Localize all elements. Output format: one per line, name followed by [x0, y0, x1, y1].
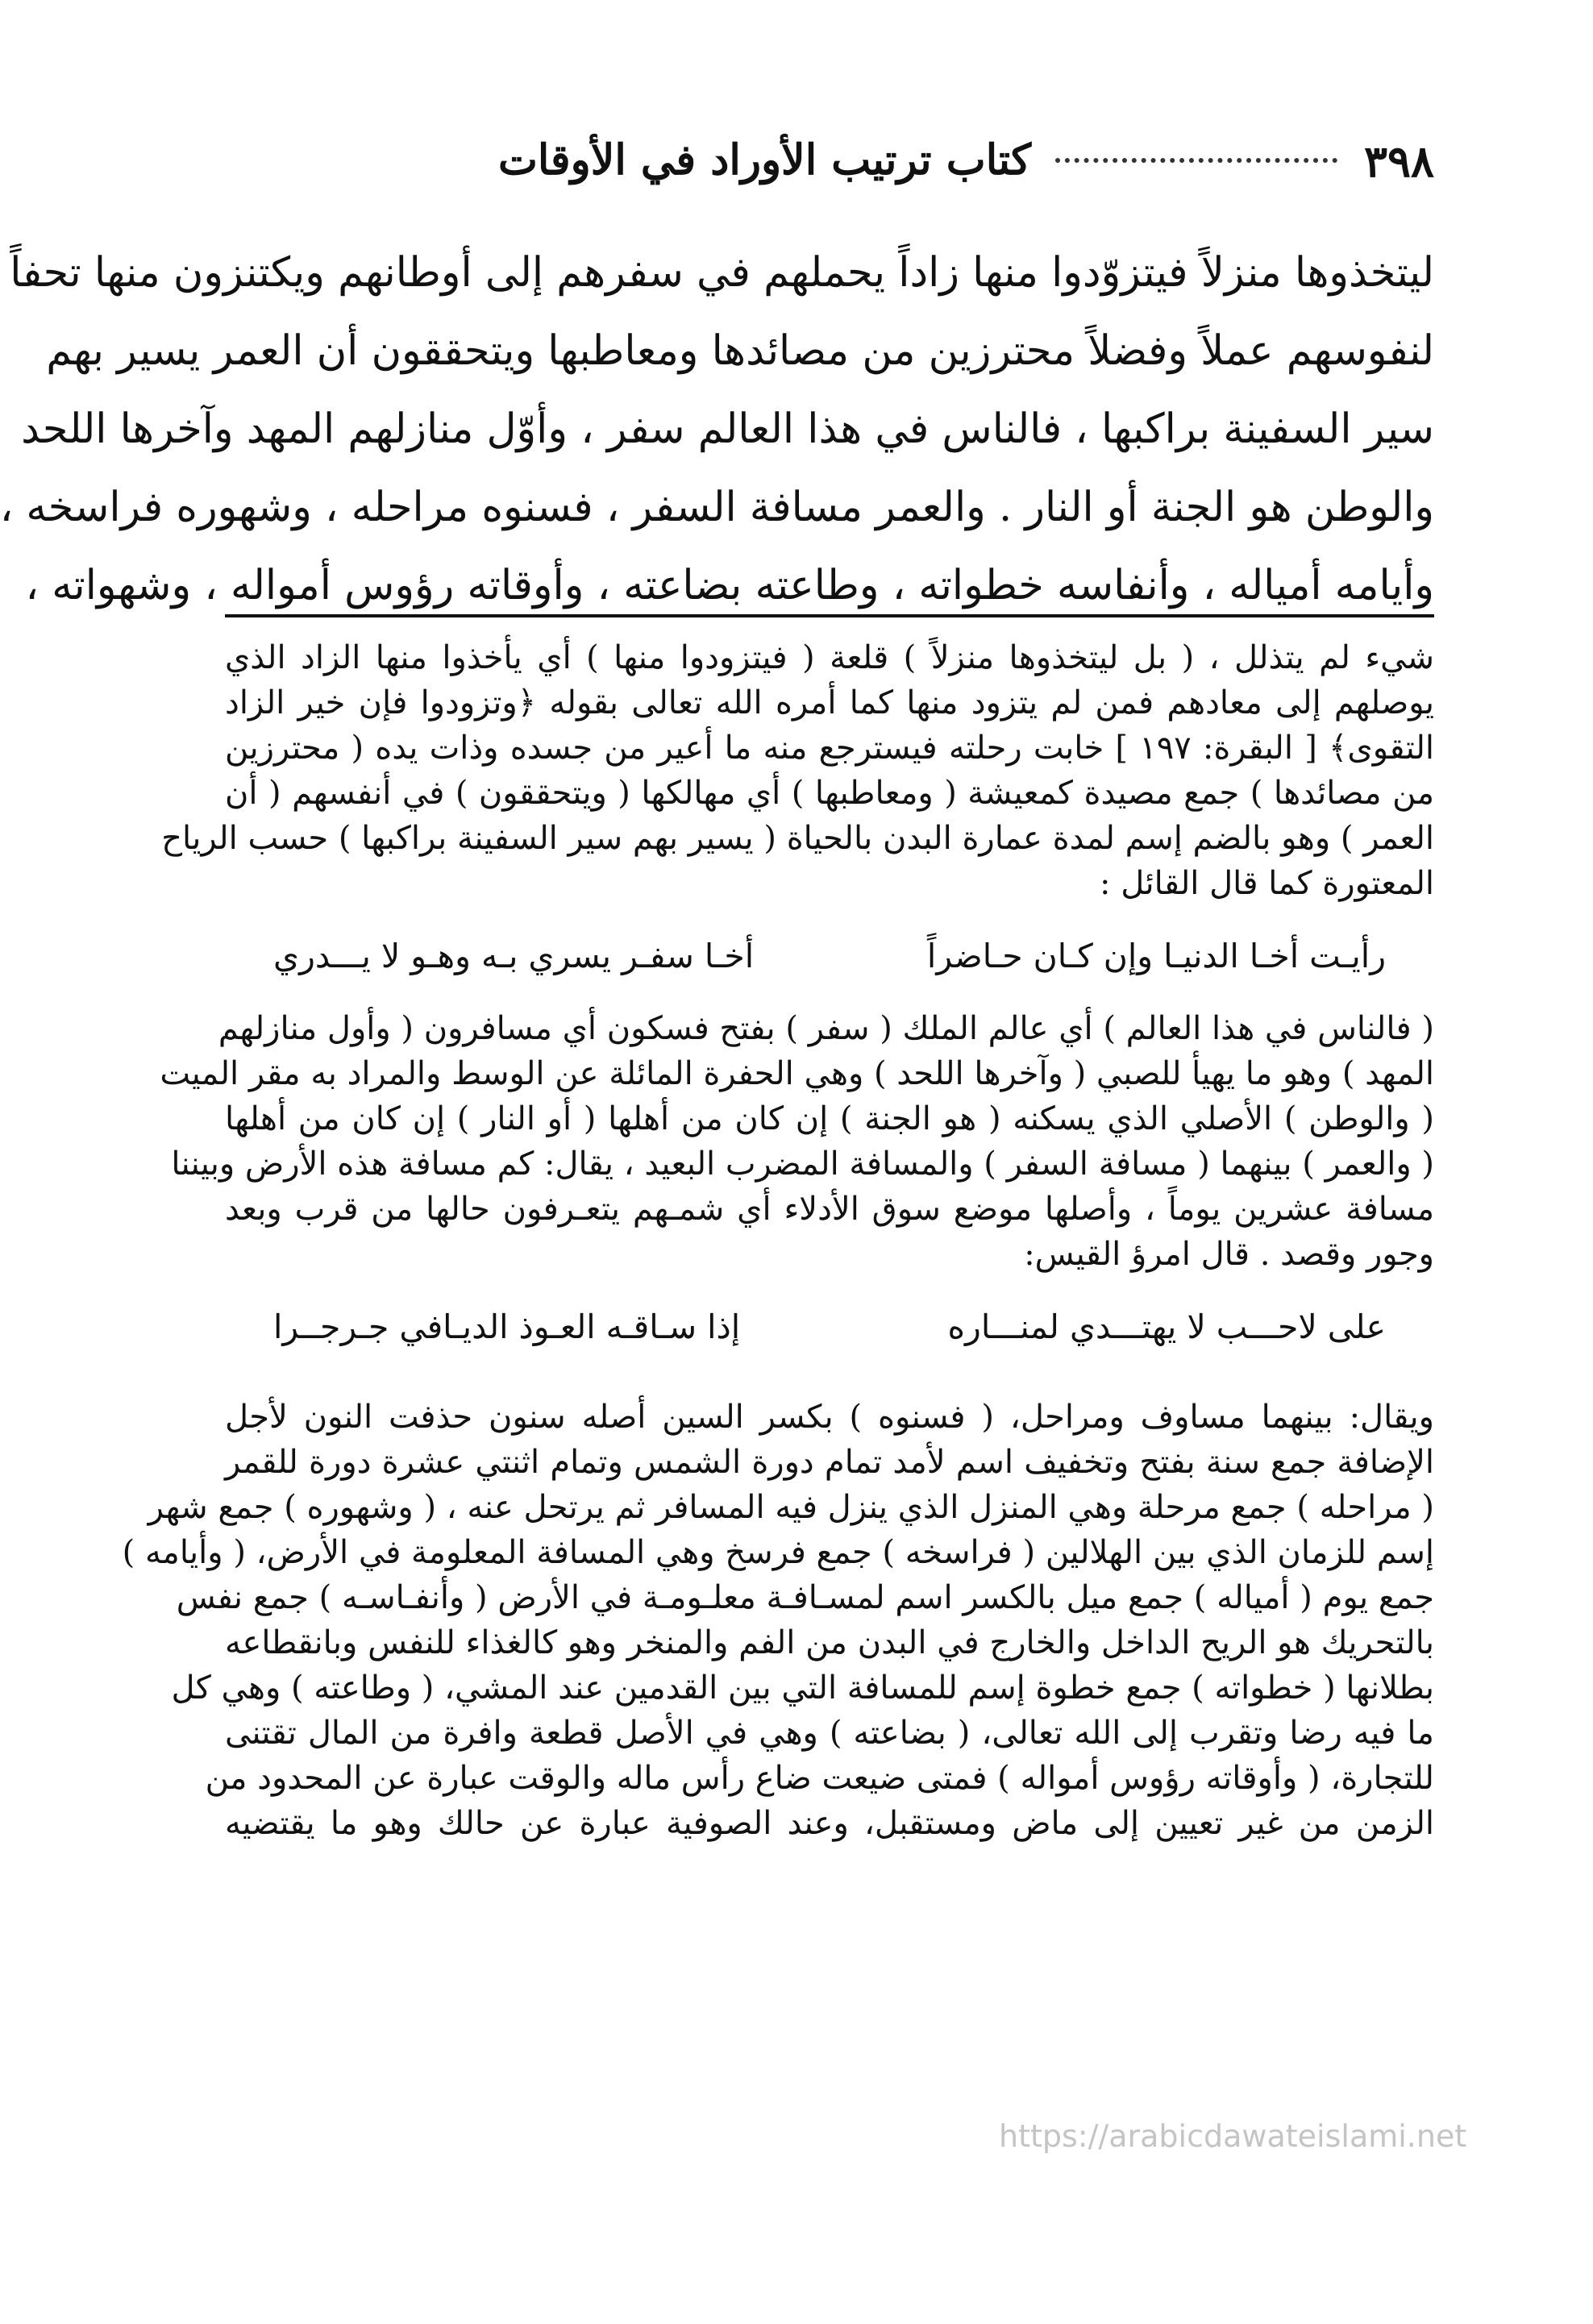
note-line: العمر ) وهو بالضم إسم لمدة عمارة البدن بالحياة ( يسير بهم سير السفينة براكبها ) حسب الرياح — [161, 820, 1434, 857]
note-line: شيء لم يتذلل ، ( بل ليتخذوها منزلاً ) قلعة ( فيتزودوا منها ) أي يأخذوا منها الزاد الذي — [225, 639, 1434, 676]
note-line: بطلانها ( خطواته ) جمع خطوة إسم للمسافة التي بين القدمين عند المشي، ( وطاعته ) وهي كل — [171, 1669, 1434, 1707]
note-line: ( والوطن ) الأصلي الذي يسكنه ( هو الجنة ) إن كان من أهلها ( أو النار ) إن كان من أهلها — [225, 1100, 1434, 1137]
page-number: ٣٩٨ — [1363, 135, 1434, 187]
header-dot-leader — [1055, 158, 1337, 163]
note-line: الزمن من غير تعيين إلى ماض ومستقبل، وعند الصوفية عبارة عن حالك وهو ما يقتضيه — [225, 1805, 1434, 1842]
note-line: المهد ) وهو ما يهيأ للصبي ( وآخرها اللحد ) وهي الحفرة المائلة عن الوسط والمراد به مقر الميت — [160, 1055, 1434, 1092]
page-header — [225, 135, 1434, 200]
note-line: ويقال: بينهما مساوف ومراحل، ( فسنوه ) بكسر السين أصله سنون حذفت النون لأجل — [225, 1399, 1434, 1436]
poetry-verse — [273, 927, 1386, 985]
verse-second-hemistich: أخـا سفـر يسري بـه وهـو لا يـــدري — [273, 937, 755, 975]
note-line: بالتحريك هو الريح الداخل والخارج في البدن من الفم والمنخر وهو كالغذاء للنفس وبانقطاعه — [225, 1624, 1434, 1661]
poetry-verse — [273, 1298, 1386, 1356]
note-line: وجور وقصد . قال امرؤ القيس: — [1024, 1236, 1434, 1273]
verse-first-hemistich: على لاحـــب لا يهتـــدي لمنـــاره — [947, 1308, 1386, 1346]
running-title: كتاب ترتيب الأوراد في الأوقات — [497, 135, 1031, 185]
verse-first-hemistich: رأيـت أخـا الدنيـا وإن كـان حـاضراً — [926, 937, 1386, 975]
note-line: ( مراحله ) جمع مرحلة وهي المنزل الذي ينزل فيه المسافر ثم يرتحل عنه ، ( وشهوره ) جمع شهر — [148, 1489, 1434, 1526]
main-text-line: والوطن هو الجنة أو النار . والعمر مسافة السفر ، فسنوه مراحله ، وشهوره فراسخه ، — [0, 484, 1434, 531]
note-line: يوصلهم إلى معادهم فمن لم يتزود منها كما أمره الله تعالى بقوله ﴿وتزودوا فإن خير الزاد — [225, 684, 1434, 721]
footnote-divider — [225, 614, 1434, 617]
main-text-line: سير السفينة براكبها ، فالناس في هذا العالم سفر ، وأوّل منازلهم المهد وآخرها اللحد — [21, 405, 1434, 453]
watermark-url: https://arabicdawateislami.net — [999, 2118, 1467, 2154]
main-text-line: ليتخذوها منزلاً فيتزوّدوا منها زاداً يحملهم في سفرهم إلى أوطانهم ويكتنزون منها تحفاً — [10, 249, 1434, 297]
main-text-line: وأيامه أمياله ، وأنفاسه خطواته ، وطاعته بضاعته ، وأوقاته رؤوس أمواله ، وشهواته ، — [25, 562, 1434, 609]
verse-second-hemistich: إذا سـاقـه العـوذ الديـافي جـرجــرا — [273, 1308, 741, 1346]
commentary-notes — [122, 635, 1435, 1846]
note-line: التقوى﴾ [ البقرة: ١٩٧ ] خابت رحلته فيسترجع منه ما أعير من جسده وذات يده ( محترزين — [225, 730, 1435, 767]
note-line: ( والعمر ) بينهما ( مسافة السفر ) والمسافة المضرب البعيد ، يقال: كم مسافة هذه الأرض وبيننا — [171, 1145, 1434, 1183]
note-line: المعتورة كما قال القائل : — [1100, 865, 1434, 902]
note-line: جمع يوم ( أمياله ) جمع ميل بالكسر اسم لمسـافـة معلـومـة في الأرض ( وأنفـاسـه ) جمع نفس — [176, 1579, 1434, 1616]
note-line: ( فالناس في هذا العالم ) أي عالم الملك ( سفر ) بفتح فسكون أي مسافرون ( وأول منازلهم — [218, 1010, 1434, 1047]
note-line: الإضافة جمع سنة بفتح وتخفيف اسم لأمد تمام دورة الشمس وتمام اثنتي عشرة دورة للقمر — [225, 1444, 1435, 1481]
main-text — [0, 234, 1434, 625]
paragraph-gap — [225, 1377, 1434, 1395]
main-text-line: لنفوسهم عملاً وفضلاً محترزين من مصائدها ومعاطبها ويتحققون أن العمر يسير بهم — [46, 327, 1434, 375]
note-line: للتجارة، ( وأوقاته رؤوس أمواله ) فمتى ضيعت ضاع رأس ماله والوقت عبارة عن المحدود من — [205, 1760, 1434, 1797]
note-line: ما فيه رضا وتقرب إلى الله تعالى، ( بضاعته ) وهي في الأصل قطعة وافرة من المال تقتنى — [225, 1715, 1434, 1752]
note-line: مسافة عشرين يوماً ، وأصلها موضع سوق الأدلاء أي شمـهم يتعـرفون حالها من قرب وبعد — [225, 1191, 1434, 1228]
note-line: إسم للزمان الذي بين الهلالين ( فراسخه ) جمع فرسخ وهي المسافة المعلومة في الأرض، ( وأيامه ) — [122, 1534, 1434, 1571]
note-line: من مصائدها ) جمع مصيدة كمعيشة ( ومعاطبها ) أي مهالكها ( ويتحققون ) في أنفسهم ( أن — [225, 775, 1434, 812]
